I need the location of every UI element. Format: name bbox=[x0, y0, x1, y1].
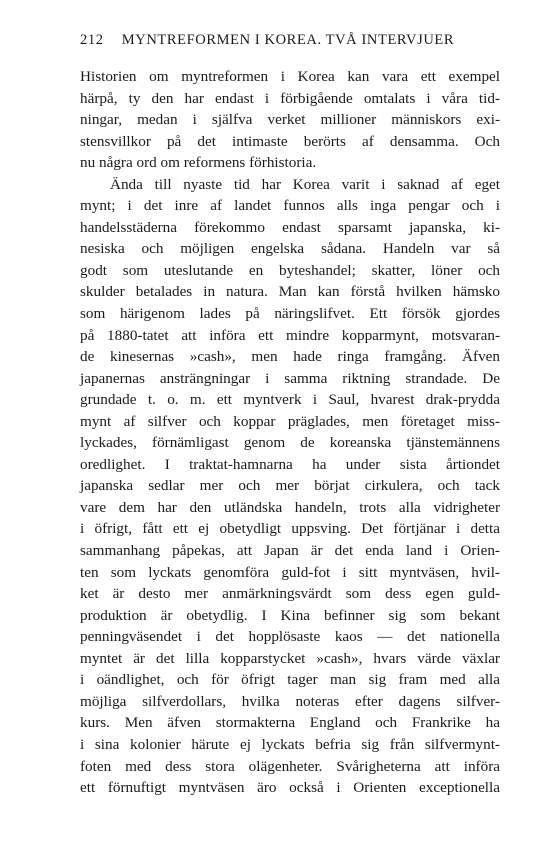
text-line: nesiska och möjligen engelska sådana. Handeln var så bbox=[80, 240, 500, 258]
text-line: ningar, medan i själfva verket millioner människors exi- bbox=[80, 111, 500, 129]
text-line: grundade t. o. m. ett myntverk i Saul, hvarest drak-prydda bbox=[80, 391, 500, 409]
text-line: som härigenom lades på näringslifvet. Ett försök gjordes bbox=[80, 305, 500, 323]
text-line: i öfrigt, fått ett ej obetydligt uppsving. Det förtjänar i detta bbox=[80, 520, 500, 538]
text-line: Historien om myntreformen i Korea kan vara ett exempel bbox=[80, 68, 500, 85]
text-line: ett förnuftigt myntväsen äro också i Orienten exceptionella bbox=[80, 779, 500, 797]
text-line: i oändlighet, och för öfrigt tager man sig fram med alla bbox=[80, 671, 500, 689]
text-line: de kinesernas »cash», men hade ringa framgång. Äfven bbox=[80, 348, 500, 366]
body-text bbox=[80, 66, 500, 799]
running-title: MYNTREFORMEN I KOREA. TVÅ INTERVJUER bbox=[121, 32, 455, 48]
text-line: på 1880-tatet att införa ett mindre kopparmynt, motsvaran- bbox=[80, 326, 500, 344]
text-line: härpå, ty den har endast i förbigående omtalats i våra tid- bbox=[80, 89, 500, 107]
text-line: japanernas ansträngningar i samma riktning strandade. De bbox=[80, 369, 500, 387]
page-number: 212 bbox=[80, 32, 104, 48]
text-line: nu några ord om reformens förhistoria. bbox=[80, 154, 317, 172]
text-line: handelsstäderna förekommo endast sparsamt japanska, ki- bbox=[80, 218, 500, 236]
text-line: foten med dess stora olägenheter. Svårigheterna att införa bbox=[80, 757, 500, 775]
text-line: vare dem har den utländska handeln, trots alla vidrigheter bbox=[80, 498, 500, 516]
text-line: möjliga silfverdollars, hvilka noteras efter dagens silfver- bbox=[80, 692, 500, 710]
text-line: kurs. Men äfven stormakterna England och Frankrike ha bbox=[80, 714, 500, 732]
text-line: Ända till nyaste tid har Korea varit i saknad af eget bbox=[110, 175, 500, 193]
text-line: japanska sedlar mer och mer börjat cirkulera, och tack bbox=[80, 477, 500, 495]
page-header bbox=[80, 32, 500, 52]
text-line: ket är desto mer anmärkningsvärdt som dess egen guld- bbox=[80, 585, 500, 603]
text-line: godt som uteslutande en byteshandel; skatter, löner och bbox=[80, 261, 500, 279]
text-line: ten som lyckats genomföra guld-fot i sitt myntväsen, hvil- bbox=[80, 563, 500, 581]
text-line: mynt; i det inre af landet funnos alls inga pengar och i bbox=[80, 197, 500, 215]
text-line: penningväsendet i det hopplösaste kaos — det nationella bbox=[80, 628, 500, 646]
text-line: i sina kolonier härute ej lyckats befria sig från silfvermynt- bbox=[80, 735, 500, 753]
text-line: myntet är det lilla kopparstycket »cash», hvars värde växlar bbox=[80, 649, 500, 667]
text-line: sammanhang påpekas, att Japan är det enda land i Orien- bbox=[80, 542, 500, 560]
text-line: mynt af silfver och koppar präglades, men företaget miss- bbox=[80, 412, 500, 430]
text-line: produktion är obetydlig. I Kina befinner sig som bekant bbox=[80, 606, 500, 624]
text-line: lyckades, förnämligast genom de koreanska tjänstemännens bbox=[80, 434, 500, 452]
text-line: skulder betalades in natura. Man kan förstå hvilken hämsko bbox=[80, 283, 500, 301]
text-line: oredlighet. I traktat-hamnarna ha under sista årtiondet bbox=[80, 455, 500, 473]
text-line: stensvillkor på det intimaste berörts af densamma. Och bbox=[80, 132, 500, 150]
